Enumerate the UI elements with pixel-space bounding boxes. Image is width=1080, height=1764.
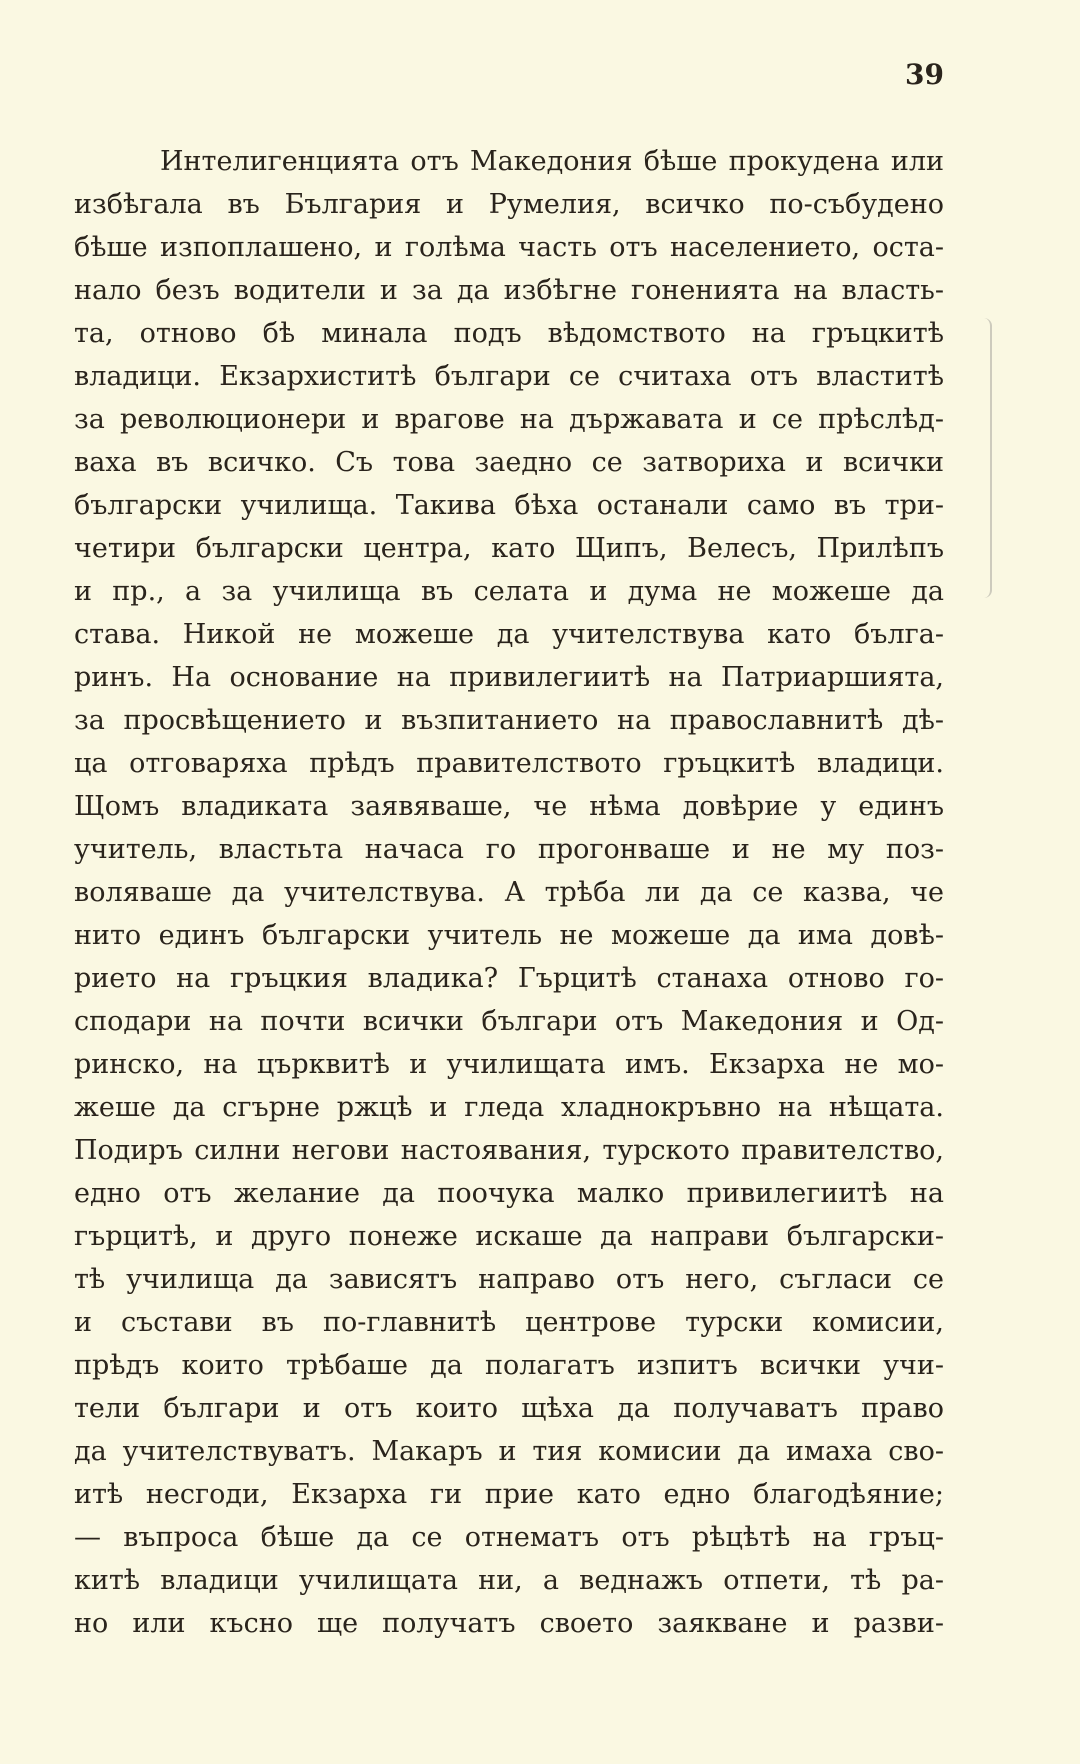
text-line: тели българи и отъ които щѣха да получаватъ право (74, 1393, 944, 1424)
text-line: итѣ несгоди, Екзарха ги прие като едно благодѣяние; (74, 1479, 944, 1510)
text-line: да учителствуватъ. Макаръ и тия комисии да имаха сво- (74, 1436, 944, 1467)
text-line: Подиръ силни негови настоявания, турското правителство, (74, 1135, 944, 1166)
text-line: та, отново бѣ минала подъ вѣдомството на гръцкитѣ (74, 318, 944, 349)
text-line: нало безъ водители и за да избѣгне гоненията на власть- (74, 275, 944, 306)
page-number: 39 (905, 58, 944, 91)
text-line: ринско, на църквитѣ и училищата имъ. Екзарха не мо- (74, 1049, 944, 1080)
text-line: нито единъ български учитель не можеше да има довѣ- (74, 920, 944, 951)
text-line: и състави въ по-главнитѣ центрове турски комисии, (74, 1307, 944, 1338)
text-line: — въпроса бѣше да се отнематъ отъ рѣцѣтѣ на гръц- (74, 1522, 944, 1553)
text-line: тѣ училища да зависятъ направо отъ него, съгласи се (74, 1264, 944, 1295)
text-line: но или късно ще получатъ своето заякване и разви- (74, 1608, 944, 1639)
text-line: български училища. Такива бѣха останали само въ три- (74, 490, 944, 521)
pencil-margin-mark (978, 318, 992, 598)
text-line: гърцитѣ, и друго понеже искаше да направи български- (74, 1221, 944, 1252)
text-line: ваха въ всичко. Съ това заедно се затвориха и всички (74, 447, 944, 478)
text-line: прѣдъ които трѣбаше да полагатъ изпитъ всички учи- (74, 1350, 944, 1381)
text-line: учитель, властьта начаса го прогонваше и не му поз- (74, 834, 944, 865)
text-line: за просвѣщението и възпитанието на православнитѣ дѣ- (74, 705, 944, 736)
text-line: китѣ владици училищата ни, а веднажъ отпети, тѣ ра- (74, 1565, 944, 1596)
text-line: сподари на почти всички българи отъ Македония и Од- (74, 1006, 944, 1037)
text-line: Щомъ владиката заявяваше, че нѣма довѣрие у единъ (74, 791, 944, 822)
text-line: бѣше изпоплашено, и голѣма часть отъ населението, оста- (74, 232, 944, 263)
text-line: четири български центра, като Щипъ, Велесъ, Прилѣпъ (74, 533, 944, 564)
text-line: за революционери и врагове на държавата и се прѣслѣд- (74, 404, 944, 435)
text-line: става. Никой не можеше да учителствува като бълга- (74, 619, 944, 650)
text-line: рието на гръцкия владика? Гърцитѣ станаха отново го- (74, 963, 944, 994)
body-text (74, 140, 944, 1645)
text-line: владици. Екзархиститѣ българи се считаха отъ властитѣ (74, 361, 944, 392)
text-line: ца отговаряха прѣдъ правителството гръцкитѣ владици. (74, 748, 944, 779)
text-line: жеше да сгърне ржцѣ и гледа хладнокръвно на нѣщата. (74, 1092, 944, 1123)
text-line: едно отъ желание да поочука малко привилегиитѣ на (74, 1178, 944, 1209)
text-line: избѣгала въ България и Румелия, всичко по-събудено (74, 189, 944, 220)
text-line: и пр., а за училища въ селата и дума не можеше да (74, 576, 944, 607)
text-line: Интелигенцията отъ Македония бѣше прокудена или (160, 146, 944, 177)
text-line: воляваше да учителствува. А трѣба ли да се казва, че (74, 877, 944, 908)
text-line: ринъ. На основание на привилегиитѣ на Патриаршията, (74, 662, 944, 693)
